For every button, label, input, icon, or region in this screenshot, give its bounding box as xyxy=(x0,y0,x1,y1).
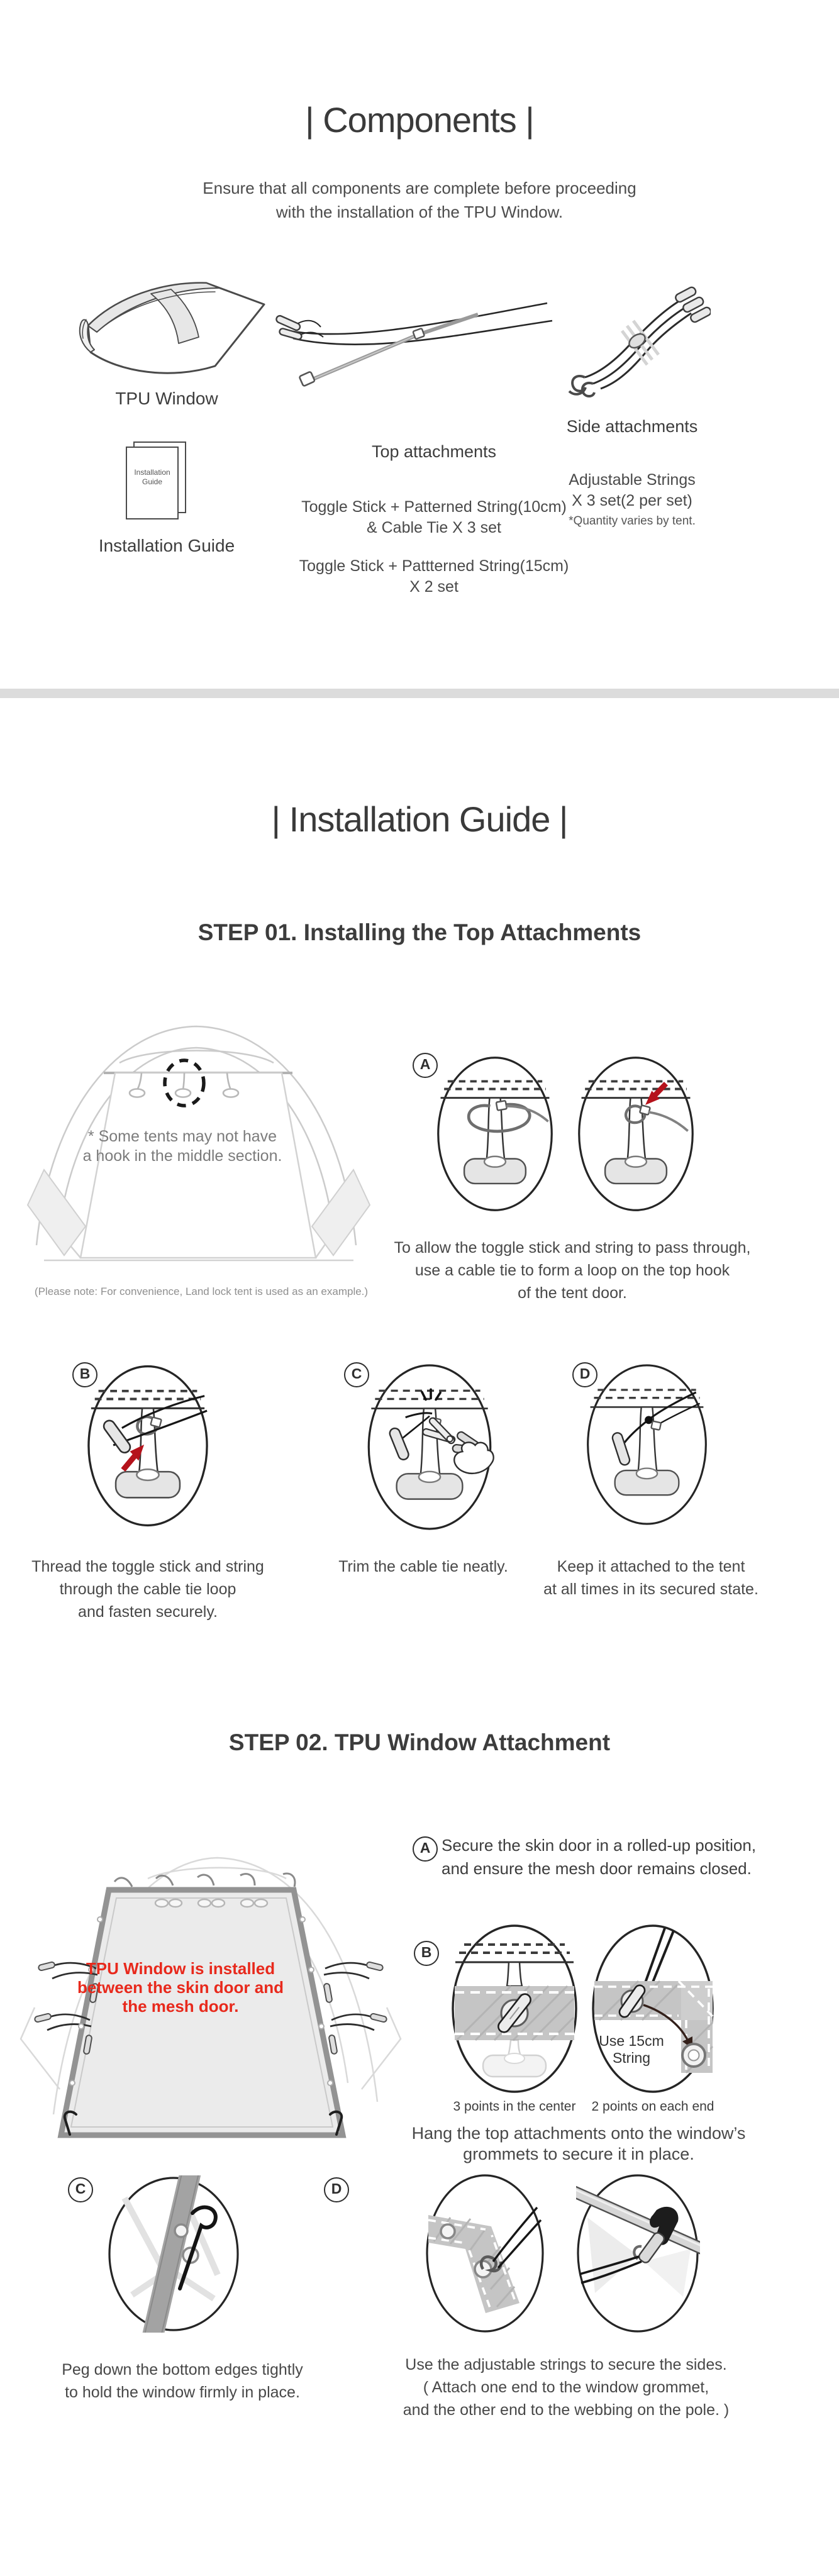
step02-d-caption-line3: and the other end to the webbing on the pole. ) xyxy=(403,2401,730,2419)
tpu-window-red-note xyxy=(55,1959,306,2016)
top-attachments-spec2 xyxy=(264,556,604,597)
step02-c-illustration xyxy=(107,2175,241,2333)
tpu-window-label: TPU Window xyxy=(115,389,218,408)
components-subtitle-line2: with the installation of the TPU Window. xyxy=(275,203,564,221)
step02-d-caption-line1: Use the adjustable strings to secure the sides. xyxy=(405,2356,727,2373)
step02-d-caption-line2: ( Attach one end to the window grommet, xyxy=(423,2379,709,2396)
tent-note-line1: * Some tents may not have xyxy=(87,1128,277,1145)
use-15cm-line2: String xyxy=(612,2050,651,2066)
side-attachments-note: *Quantity varies by tent. xyxy=(569,514,696,528)
booklet-text-line1: Installation xyxy=(134,468,170,477)
step01-badge-d: D xyxy=(572,1362,597,1387)
top-hooks-icons xyxy=(114,1874,295,1887)
step01-c-caption xyxy=(297,1555,549,1578)
tent-note-line2: a hook in the middle section. xyxy=(82,1147,282,1165)
step01-c-caption-line1: Trim the cable tie neatly. xyxy=(338,1558,508,1575)
side-attachments-illustration xyxy=(557,265,711,401)
step01-a2-illustration xyxy=(577,1054,695,1214)
step01-a-caption-line3: of the tent door. xyxy=(518,1284,627,1302)
step01-b-caption-line3: and fasten securely. xyxy=(78,1603,218,1621)
step02-b1-illustration xyxy=(450,1923,579,2094)
step01-d-caption-line2: at all times in its secured state. xyxy=(543,1580,758,1598)
side-attachments-label: Side attachments xyxy=(566,417,698,436)
step01-a1-illustration xyxy=(436,1054,554,1214)
step02-heading: STEP 02. TPU Window Attachment xyxy=(228,1729,611,1755)
step02-badge-a: A xyxy=(413,1836,438,1862)
installation-guide-title: | Installation Guide | xyxy=(271,799,568,839)
top-spec1-line1: Toggle Stick + Patterned String(10cm) xyxy=(301,498,567,516)
step02-badge-b: B xyxy=(414,1941,439,1966)
step01-badge-a: A xyxy=(413,1053,438,1078)
step02-d1-illustration xyxy=(425,2174,545,2333)
section-divider xyxy=(0,689,839,698)
top-attachments-label: Top attachments xyxy=(371,442,497,461)
step02-b-caption-line2: grommets to secure it in place. xyxy=(463,2145,694,2163)
step01-badge-b: B xyxy=(72,1362,97,1387)
step02-a-text-line2: and ensure the mesh door remains closed. xyxy=(442,1859,752,1878)
components-title: | Components | xyxy=(305,100,534,140)
step01-tent-note xyxy=(75,1127,289,1166)
step01-b-caption-line1: Thread the toggle stick and string xyxy=(31,1558,264,1575)
step02-d2-illustration xyxy=(576,2174,700,2333)
step02-c-caption xyxy=(47,2358,318,2404)
top-spec2-line2: X 2 set xyxy=(409,578,458,596)
step01-b-illustration xyxy=(86,1362,209,1530)
step01-b-caption-line2: through the cable tie loop xyxy=(59,1580,236,1598)
step01-d-caption xyxy=(525,1555,777,1601)
step02-a-text xyxy=(442,1834,835,1880)
top-spec1-line2: & Cable Tie X 3 set xyxy=(366,519,501,536)
red-note-line1: TPU Window is installed xyxy=(86,1959,275,1978)
step02-d-caption xyxy=(390,2353,742,2421)
booklet-text-line2: Guide xyxy=(142,477,163,486)
step02-b-caption-line1: Hang the top attachments onto the window’s xyxy=(411,2124,746,2143)
red-note-line2: between the skin door and xyxy=(77,1978,284,1997)
tpu-window-illustration xyxy=(57,264,277,390)
step02-b-caption xyxy=(403,2123,755,2165)
step01-badge-c: C xyxy=(344,1362,369,1387)
step02-b2-illustration xyxy=(591,1923,715,2094)
installation-guide-label: Installation Guide xyxy=(98,536,235,555)
red-note-line3: the mesh door. xyxy=(122,1997,239,2016)
step02-badge-c: C xyxy=(68,2177,93,2202)
booklet-text xyxy=(127,448,177,487)
use-15cm-line1: Use 15cm xyxy=(599,2033,664,2049)
step01-b-caption xyxy=(22,1555,274,1623)
components-subtitle-line1: Ensure that all components are complete before proceeding xyxy=(203,179,636,197)
step01-d-illustration xyxy=(579,1363,715,1526)
step02-b-sublabel1: 3 points in the center xyxy=(453,2099,576,2114)
step02-b-sublabel2: 2 points on each end xyxy=(591,2099,714,2114)
components-subtitle xyxy=(0,176,839,224)
top-attachments-illustration xyxy=(270,282,553,398)
step01-tent-caption: (Please note: For convenience, Land lock tent is used as an example.) xyxy=(34,1285,369,1297)
step01-d-caption-line1: Keep it attached to the tent xyxy=(557,1558,745,1575)
step01-a-caption-line1: To allow the toggle stick and string to pass through, xyxy=(394,1239,751,1257)
use-15cm-string-label xyxy=(594,2033,669,2067)
step01-heading: STEP 01. Installing the Top Attachments xyxy=(197,919,642,945)
step01-a-caption xyxy=(384,1236,761,1304)
side-spec-line2: X 3 set(2 per set) xyxy=(572,492,692,509)
step01-a-caption-line2: use a cable tie to form a loop on the top hook xyxy=(414,1262,730,1279)
side-attachments-spec xyxy=(541,470,723,511)
top-spec2-line1: Toggle Stick + Pattterned String(15cm) xyxy=(299,557,569,575)
step02-a-text-line1: Secure the skin door in a rolled-up position, xyxy=(442,1836,757,1855)
step02-badge-d: D xyxy=(324,2177,349,2202)
booklet-illustration xyxy=(126,447,179,519)
step02-c-caption-line2: to hold the window firmly in place. xyxy=(65,2384,300,2401)
step02-c-caption-line1: Peg down the bottom edges tightly xyxy=(62,2361,303,2379)
step01-c-illustration xyxy=(346,1363,513,1531)
side-spec-line1: Adjustable Strings xyxy=(569,471,696,489)
